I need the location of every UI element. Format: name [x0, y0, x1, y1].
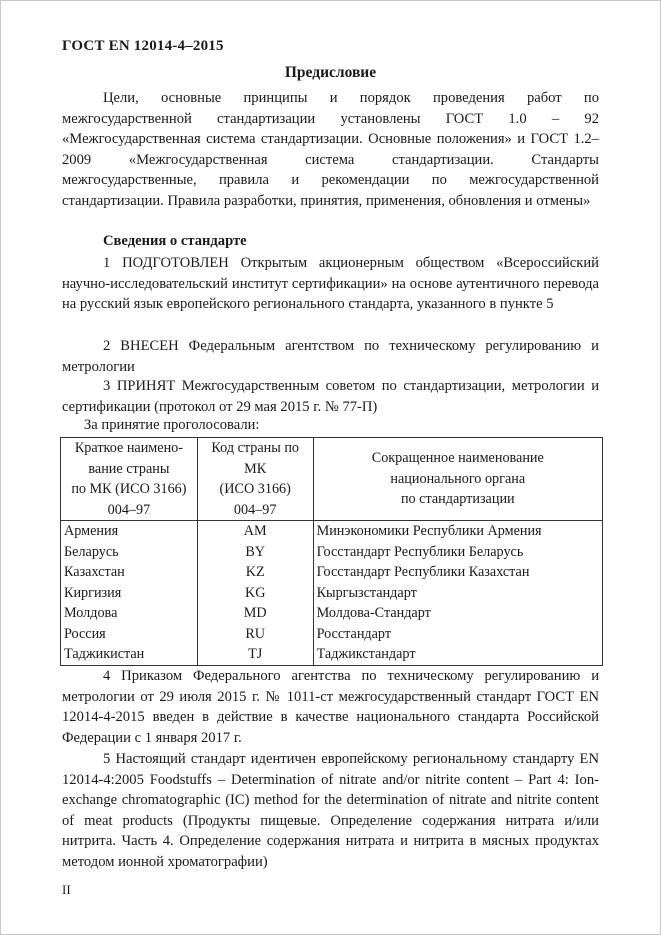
item-4-paragraph — [62, 666, 599, 748]
item-5-text: 5 Настоящий стандарт идентичен европейскому региональному стандарту EN 12014-4:2005 Foodstuffs – Determination of nitrate and/or nitrite content – Part 4: Ion-exchange chromatographic (IC) method for the determination of nitrate and nitrite content of meat products (Продукты пищевые. Определение содержания нитрата и/или нитрита. Часть 4. Определение содержания нитрата и нитрита в мясных продуктах методом ионной хроматографии) — [62, 751, 599, 870]
body-cell: Росстандарт — [313, 624, 602, 645]
code-cell: RU — [197, 624, 313, 645]
country-cell: Казахстан — [61, 562, 198, 583]
body-cell: Госстандарт Республики Казахстан — [313, 562, 602, 583]
header-body: Сокращенное наименование национального органа по стандартизации — [313, 438, 602, 521]
page-number: II — [62, 882, 71, 897]
body-cell: Таджикстандарт — [313, 644, 602, 665]
item-2-paragraph — [62, 336, 599, 377]
code-cell: KG — [197, 583, 313, 604]
code-cell: BY — [197, 542, 313, 563]
table-row — [61, 603, 603, 624]
item-4-text: 4 Приказом Федерального агентства по техническому регулированию и метрологии от 29 июля 2015 г. № 1011-ст межгосударственный стандарт ГОСТ EN 12014-4-2015 введен в действие в качестве национального стандарта Российской Федерации с 1 января 2017 г. — [62, 668, 599, 746]
intro-paragraph — [62, 88, 599, 212]
country-cell: Россия — [61, 624, 198, 645]
code-cell: KZ — [197, 562, 313, 583]
table-row — [61, 562, 603, 583]
code-cell: TJ — [197, 644, 313, 665]
countries-table — [60, 437, 603, 666]
country-cell: Беларусь — [61, 542, 198, 563]
table-row — [61, 624, 603, 645]
body-cell: Минэкономики Республики Армения — [313, 521, 602, 542]
item-3-text: 3 ПРИНЯТ Межгосударственным советом по стандартизации, метрологии и сертификации (протокол от 29 мая 2015 г. № 77-П) — [62, 378, 599, 415]
vote-intro: За принятие проголосовали: — [84, 417, 260, 433]
table-header-row — [61, 438, 603, 521]
header-country: Краткое наимено- вание страны по МК (ИСО 3166) 004–97 — [61, 438, 198, 521]
country-cell: Таджикистан — [61, 644, 198, 665]
item-1-paragraph — [62, 253, 599, 315]
header-code: Код страны по МК (ИСО 3166) 004–97 — [197, 438, 313, 521]
item-3-paragraph — [62, 376, 599, 417]
code-cell: MD — [197, 603, 313, 624]
item-5-paragraph — [62, 749, 599, 873]
country-cell: Киргизия — [61, 583, 198, 604]
page-title: Предисловие — [284, 64, 377, 81]
table-row — [61, 583, 603, 604]
table-row — [61, 542, 603, 563]
intro-text: Цели, основные принципы и порядок проведения работ по межгосударственной стандартизации установлены ГОСТ 1.0 – 92 «Межгосударственная система стандартизации. Основные положения» и ГОСТ 1.2–2009 «Межгосударственная система стандартизации. Стандарты межгосударственные, правила и рекомендации по межгосударственной стандартизации. Правила разработки, принятия, применения, обновления и отмены» — [62, 90, 599, 209]
body-cell: Госстандарт Республики Беларусь — [313, 542, 602, 563]
table-row — [61, 521, 603, 542]
country-cell: Армения — [61, 521, 198, 542]
body-cell: Молдова-Стандарт — [313, 603, 602, 624]
body-cell: Кыргызстандарт — [313, 583, 602, 604]
item-1-text: 1 ПОДГОТОВЛЕН Открытым акционерным обществом «Всероссийский научно-исследовательский институт сертификации» на основе аутентичного перевода на русский язык европейского регионального стандарта, указанного в пункте 5 — [62, 255, 599, 313]
table-row — [61, 644, 603, 665]
item-2-text: 2 ВНЕСЕН Федеральным агентством по техническому регулированию и метрологии — [62, 338, 599, 375]
code-cell: AM — [197, 521, 313, 542]
document-id: ГОСТ EN 12014-4–2015 — [62, 38, 224, 54]
country-cell: Молдова — [61, 603, 198, 624]
section-title: Сведения о стандарте — [103, 233, 247, 249]
